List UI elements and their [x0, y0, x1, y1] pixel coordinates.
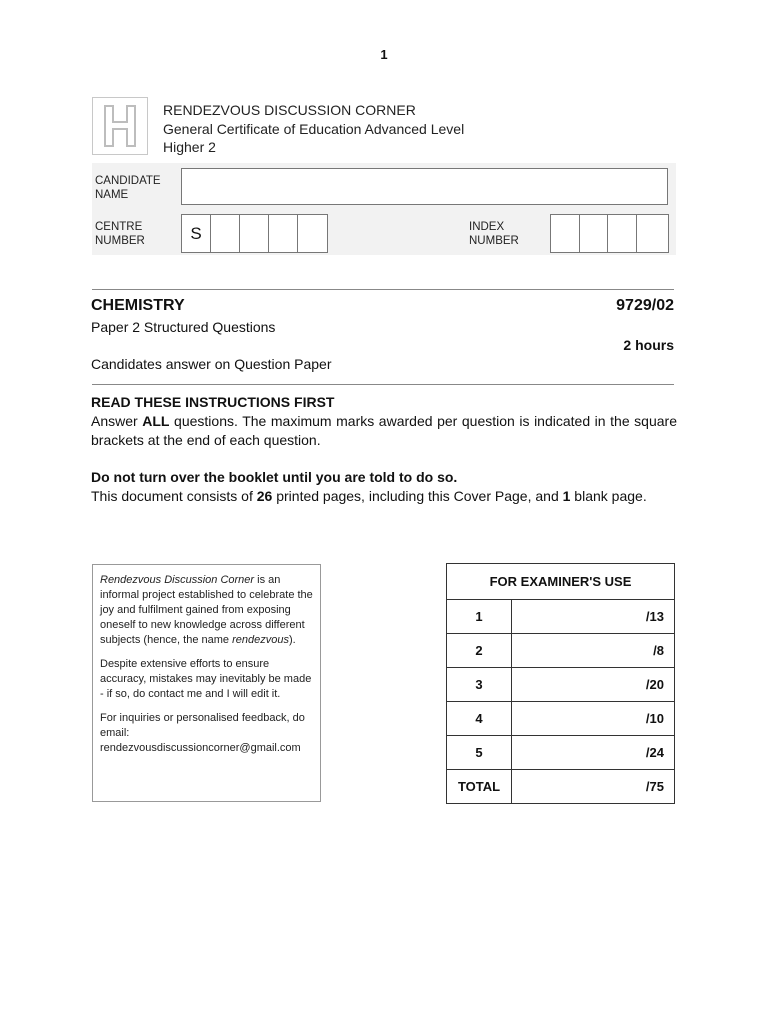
table-row: [447, 600, 675, 634]
marks-cell[interactable]: /8: [512, 634, 675, 668]
question-number: 4: [447, 702, 512, 736]
index-number-field[interactable]: [550, 214, 669, 253]
project-info-box: [92, 564, 321, 802]
divider: [92, 289, 674, 290]
question-number: 3: [447, 668, 512, 702]
marks-cell[interactable]: /20: [512, 668, 675, 702]
centre-prefix: S: [182, 215, 211, 252]
total-label: TOTAL: [447, 770, 512, 804]
index-digit-cell[interactable]: [580, 215, 609, 252]
question-number: 2: [447, 634, 512, 668]
index-digit-cell[interactable]: [551, 215, 580, 252]
info-contact: For inquiries or personalised feedback, do email: rendezvousdiscussioncorner@gmail.com: [100, 712, 305, 754]
answer-instruction: Candidates answer on Question Paper: [91, 356, 332, 372]
total-marks-cell[interactable]: /75: [512, 770, 675, 804]
paper-code: 9729/02: [616, 297, 674, 314]
instructions: [91, 393, 677, 506]
centre-number-label: CENTRE NUMBER: [95, 221, 145, 247]
centre-digit-cell[interactable]: [240, 215, 269, 252]
table-row: [447, 702, 675, 736]
table-row: [447, 634, 675, 668]
h-logo: [92, 97, 148, 155]
question-number: 1: [447, 600, 512, 634]
level: Higher 2: [163, 139, 216, 155]
marks-cell[interactable]: /13: [512, 600, 675, 634]
contact-email[interactable]: rendezvousdiscussioncorner@gmail.com: [100, 742, 301, 754]
centre-number-field[interactable]: [181, 214, 328, 253]
paper-title: Paper 2 Structured Questions: [91, 319, 276, 335]
organization-name: RENDEZVOUS DISCUSSION CORNER: [163, 102, 416, 118]
index-digit-cell[interactable]: [608, 215, 637, 252]
centre-digit-cell[interactable]: [211, 215, 240, 252]
instructions-warning: Do not turn over the booklet until you are told to do so.: [91, 469, 458, 485]
table-row: [447, 668, 675, 702]
instructions-page-count: This document consists of 26 printed pages, including this Cover Page, and 1 blank page.: [91, 488, 647, 504]
candidate-name-label: CANDIDATE NAME: [95, 175, 161, 201]
centre-digit-cell[interactable]: [269, 215, 298, 252]
index-number-label: INDEX NUMBER: [469, 221, 519, 247]
table-row: [447, 736, 675, 770]
marks-cell[interactable]: /10: [512, 702, 675, 736]
page-number: 1: [380, 47, 388, 62]
table-row-total: [447, 770, 675, 804]
candidate-name-field[interactable]: [181, 168, 668, 205]
instructions-answer-all: Answer ALL questions. The maximum marks awarded per question is indicated in the square brackets at the end of each question.: [91, 413, 677, 448]
info-paragraph: Rendezvous Discussion Corner is an informal project established to celebrate the joy and fulfilment gained from exposing oneself to new knowledge across different subjects (hence, the name rendezvous).: [100, 574, 313, 646]
divider: [92, 384, 674, 385]
marks-cell[interactable]: /24: [512, 736, 675, 770]
info-paragraph: Despite extensive efforts to ensure accuracy, mistakes may inevitably be made - if so, do contact me and I will edit it.: [100, 658, 312, 700]
examiner-use-table: [446, 563, 675, 804]
index-digit-cell[interactable]: [637, 215, 668, 252]
question-number: 5: [447, 736, 512, 770]
examiner-table-heading: FOR EXAMINER'S USE: [447, 564, 675, 600]
centre-digit-cell[interactable]: [298, 215, 327, 252]
certificate-title: General Certificate of Education Advanced Level: [163, 121, 465, 137]
instructions-heading: READ THESE INSTRUCTIONS FIRST: [91, 394, 335, 410]
duration: 2 hours: [623, 337, 674, 353]
subject-title: CHEMISTRY: [91, 297, 185, 314]
